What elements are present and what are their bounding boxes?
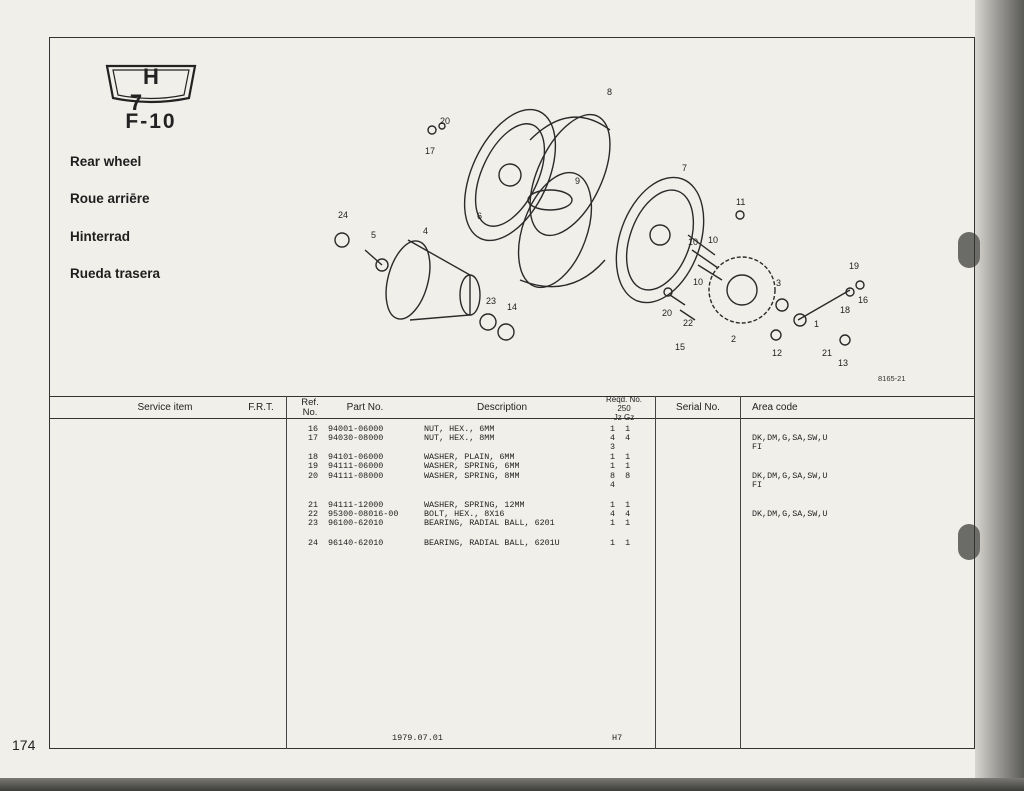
row-part-no: 94111-08000: [328, 471, 384, 481]
callout: 17: [425, 146, 436, 156]
row-ref: 22: [307, 509, 318, 519]
page-number: 174: [12, 737, 36, 753]
header-frt: F.R.T.: [248, 402, 274, 413]
row-description: WASHER, SPRING, 8MM: [424, 471, 520, 481]
callout: 16: [858, 295, 869, 305]
row-qty: 4 4: [610, 509, 631, 519]
model-badge: H 7: [129, 64, 189, 115]
header-area-code: Area code: [752, 402, 798, 413]
title-english: Rear wheel: [70, 154, 142, 169]
footer-date: 1979.07.01: [392, 733, 444, 743]
row-ref: 19: [307, 461, 318, 471]
exploded-view-drawing: [320, 80, 900, 380]
table-header-divider: [49, 418, 975, 419]
callout: 10: [688, 237, 699, 247]
callout: 11: [736, 197, 746, 207]
callout: 7: [682, 163, 688, 173]
row-part-no: 94001-06000: [328, 424, 384, 434]
row-qty: 4 4: [610, 433, 631, 443]
area-code: FI: [752, 442, 763, 452]
row-ref: 23: [307, 518, 318, 528]
callout: 20: [440, 116, 451, 126]
callout: 23: [486, 296, 497, 306]
row-description: BOLT, HEX., 8X16: [424, 509, 505, 519]
row-part-no: 94030-08000: [328, 433, 384, 443]
header-reqd-no: Reqd. No. 250 Jz Gz: [605, 395, 643, 422]
row-description: WASHER, SPRING, 12MM: [424, 500, 525, 510]
row-qty: 1 1: [610, 518, 631, 528]
row-part-no: 95300-08016-00: [328, 509, 399, 519]
callout: 10: [693, 277, 704, 287]
column-divider: [286, 396, 287, 749]
header-ref-no: Ref. No.: [301, 397, 319, 418]
callout: 18: [840, 305, 851, 315]
title-french: Roue arriēre: [70, 191, 150, 206]
area-code: DK,DM,G,SA,SW,U: [752, 509, 828, 519]
header-serial-no: Serial No.: [676, 402, 720, 413]
row-qty: 1 1: [610, 424, 631, 434]
row-description: BEARING, RADIAL BALL, 6201: [424, 518, 555, 528]
row-part-no: 96100-62010: [328, 518, 384, 528]
title-german: Hinterrad: [70, 229, 131, 244]
row-qty: 1 1: [610, 500, 631, 510]
section-code: F-10: [125, 110, 177, 133]
row-qty: 1 1: [610, 538, 631, 548]
row-description: WASHER, SPRING, 6MM: [424, 461, 520, 471]
callout: 10: [708, 235, 719, 245]
row-qty: 3: [610, 442, 616, 452]
callout: 12: [772, 348, 783, 358]
callout: 3: [776, 278, 782, 288]
callout: 24: [338, 210, 349, 220]
area-code: DK,DM,G,SA,SW,U: [752, 471, 828, 481]
callout: 20: [662, 308, 673, 318]
header-service-item: Service item: [137, 402, 193, 413]
row-qty: 8 8: [610, 471, 631, 481]
column-divider: [655, 396, 656, 749]
column-divider: [740, 396, 741, 749]
row-part-no: 94101-06000: [328, 452, 384, 462]
callout: 21: [822, 348, 833, 358]
row-qty: 4: [610, 480, 616, 490]
row-part-no: 96140-62010: [328, 538, 384, 548]
callout: 22: [683, 318, 694, 328]
callout: 6: [477, 211, 483, 221]
header-divider: [49, 396, 975, 397]
row-description: NUT, HEX., 6MM: [424, 424, 495, 434]
row-ref: 16: [307, 424, 318, 434]
header-description: Description: [476, 402, 528, 413]
row-ref: 20: [307, 471, 318, 481]
area-code: DK,DM,G,SA,SW,U: [752, 433, 828, 443]
figure-number: 8165-21: [878, 374, 906, 383]
footer-model: H7: [612, 733, 623, 743]
callout: 4: [423, 226, 429, 236]
row-ref: 17: [307, 433, 318, 443]
callout: 1: [814, 319, 820, 329]
row-qty: 1 1: [610, 452, 631, 462]
row-description: NUT, HEX., 8MM: [424, 433, 495, 443]
callout: 14: [507, 302, 518, 312]
callout: 5: [371, 230, 377, 240]
title-spanish: Rueda trasera: [70, 266, 161, 281]
callout: 2: [731, 334, 737, 344]
callout: 9: [575, 176, 581, 186]
row-ref: 18: [307, 452, 318, 462]
callout: 15: [675, 342, 686, 352]
row-ref: 21: [307, 500, 318, 510]
header-part-no: Part No.: [346, 402, 384, 413]
callout: 8: [607, 87, 613, 97]
row-part-no: 94111-12000: [328, 500, 384, 510]
row-description: BEARING, RADIAL BALL, 6201U: [424, 538, 560, 548]
row-ref: 24: [307, 538, 318, 548]
callout: 19: [849, 261, 860, 271]
row-part-no: 94111-06000: [328, 461, 384, 471]
area-code: FI: [752, 480, 763, 490]
callout: 13: [838, 358, 849, 368]
page-bottom-shadow: [0, 778, 1024, 791]
row-qty: 1 1: [610, 461, 631, 471]
row-description: WASHER, PLAIN, 6MM: [424, 452, 515, 462]
page-edge-shadow: [975, 0, 1024, 791]
